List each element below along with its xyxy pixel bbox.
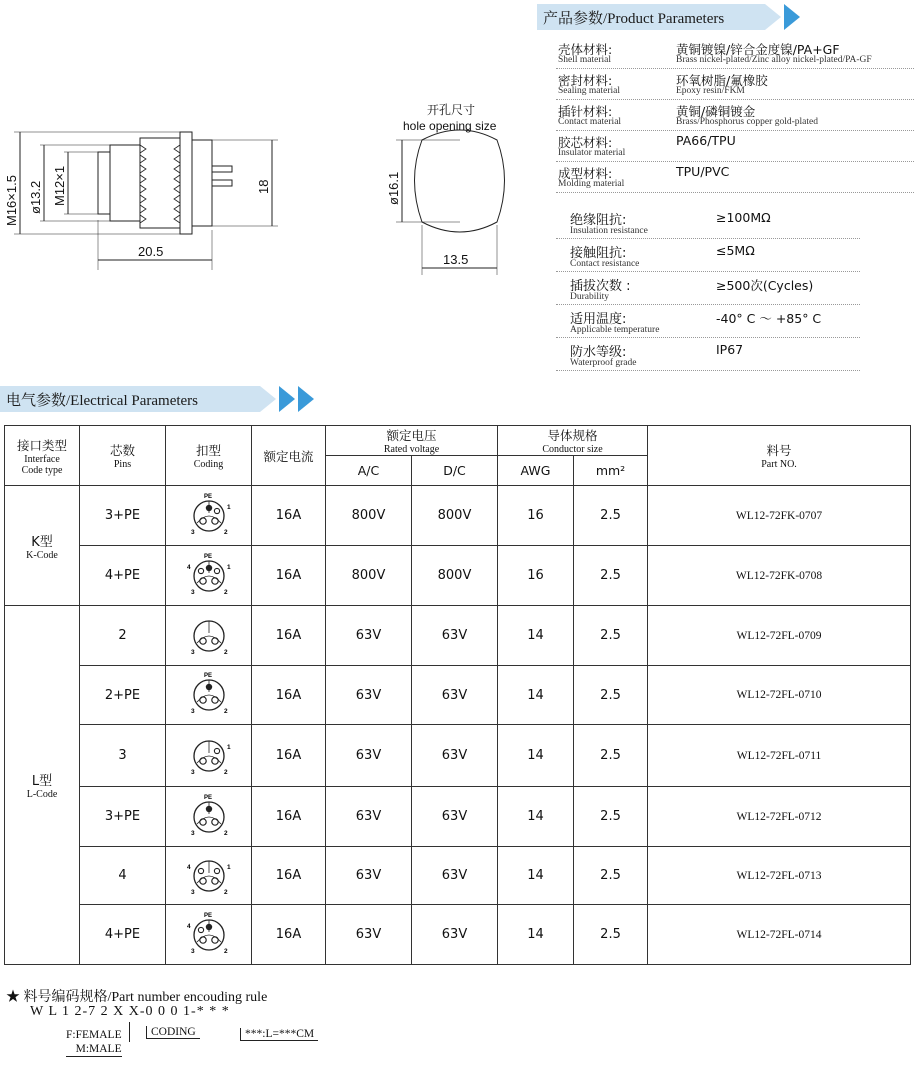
param-label-en: Shell material (558, 55, 612, 65)
current-cell: 16A (252, 905, 326, 965)
spec-row (556, 272, 860, 305)
rule-title: ★ 料号编码规格/Part number encouding rule (6, 990, 268, 1005)
col-mm2: mm² (574, 456, 648, 486)
table-row (5, 847, 911, 905)
col-coding: 扣型 Coding (166, 426, 252, 486)
interface-code-cell: K型 K-Code (5, 486, 80, 606)
coding-pin-diagram-icon (183, 908, 235, 958)
connector-nut (192, 140, 212, 226)
mm2-cell: 2.5 (574, 787, 648, 847)
dim-m16: M16×1.5 (4, 175, 19, 226)
ac-cell: 63V (326, 905, 412, 965)
awg-cell: 14 (498, 847, 574, 905)
col-ac: A/C (326, 456, 412, 486)
spec-label-en: Applicable temperature (570, 325, 660, 335)
part-number-cell: WL12-72FL-0711 (648, 725, 911, 787)
svg-text:2: 2 (223, 588, 228, 596)
product-param-row (556, 131, 914, 162)
connector-body (110, 145, 140, 221)
pins-cell: 3+PE (80, 787, 166, 847)
table-row (5, 787, 911, 847)
rule-coding: CODING (146, 1026, 200, 1039)
awg-cell: 14 (498, 725, 574, 787)
part-number-cell: WL12-72FK-0707 (648, 486, 911, 546)
table-row (5, 666, 911, 725)
coding-pin-diagram-icon (183, 489, 235, 539)
col-voltage: 额定电压 Rated voltage (326, 426, 498, 456)
param-label: 插针材料: (558, 104, 613, 119)
svg-text:2: 2 (223, 888, 228, 896)
coding-pin-diagram-icon (183, 790, 235, 840)
dim-18: 18 (256, 179, 271, 194)
mm2-cell: 2.5 (574, 606, 648, 666)
pins-cell: 2 (80, 606, 166, 666)
table-row (5, 905, 911, 965)
spec-label: 适用温度: (570, 312, 627, 327)
svg-text:4: 4 (186, 922, 191, 930)
col-dc: D/C (412, 456, 498, 486)
product-params-list (556, 38, 914, 193)
svg-text:4: 4 (186, 563, 191, 571)
svg-text:3: 3 (190, 528, 195, 536)
current-cell: 16A (252, 787, 326, 847)
rule-code: W L 1 2-7 2 X X-0 0 0 1-* * * (30, 1004, 230, 1019)
dim-m12: M12×1 (52, 165, 67, 206)
svg-text:2: 2 (223, 768, 228, 776)
param-label-en: Insulator material (558, 148, 626, 158)
awg-cell: 14 (498, 905, 574, 965)
dc-cell: 63V (412, 725, 498, 787)
mm2-cell: 2.5 (574, 666, 648, 725)
ac-cell: 800V (326, 486, 412, 546)
coding-pin-diagram-icon (183, 729, 235, 779)
col-current: 额定电流 (252, 426, 326, 486)
param-label: 成型材料: (558, 166, 613, 181)
dc-cell: 63V (412, 905, 498, 965)
current-cell: 16A (252, 847, 326, 905)
param-label-en: Molding material (558, 179, 625, 189)
ac-cell: 800V (326, 546, 412, 606)
mm2-cell: 2.5 (574, 546, 648, 606)
coding-cell (166, 905, 252, 965)
part-number-rule (6, 986, 406, 1061)
mm2-cell: 2.5 (574, 847, 648, 905)
electrical-params-table (4, 425, 911, 965)
spec-row (556, 239, 860, 272)
part-number-cell: WL12-72FL-0714 (648, 905, 911, 965)
connector-thread (140, 138, 180, 228)
spec-value: IP67 (716, 342, 744, 357)
param-value: 环氧树脂/氟橡胶 (676, 73, 768, 88)
rule-gender: F:FEMALE M:MALE (66, 1029, 122, 1055)
ac-cell: 63V (326, 787, 412, 847)
current-cell: 16A (252, 725, 326, 787)
svg-text:3: 3 (190, 648, 195, 656)
product-param-row (556, 38, 914, 69)
table-row (5, 546, 911, 606)
col-conductor: 导体规格 Conductor size (498, 426, 648, 456)
svg-text:2: 2 (223, 528, 228, 536)
spec-value: ≤5MΩ (716, 243, 755, 258)
pins-cell: 4+PE (80, 546, 166, 606)
spec-row (556, 305, 860, 338)
current-cell: 16A (252, 666, 326, 725)
svg-text:PE: PE (203, 794, 212, 801)
part-number-cell: WL12-72FL-0713 (648, 847, 911, 905)
spec-label-en: Durability (570, 292, 610, 302)
spec-value: -40° C ～ +85° C (716, 311, 822, 326)
product-params-header: 产品参数/Product Parameters (537, 4, 800, 30)
interface-code-cell: L型 L-Code (5, 606, 80, 965)
coding-pin-diagram-icon (183, 849, 235, 899)
col-awg: AWG (498, 456, 574, 486)
svg-text:3: 3 (190, 768, 195, 776)
svg-text:2: 2 (223, 829, 228, 837)
coding-cell (166, 546, 252, 606)
awg-cell: 14 (498, 787, 574, 847)
spec-label: 绝缘阻抗: (570, 213, 627, 228)
part-number-cell: WL12-72FK-0708 (648, 546, 911, 606)
awg-cell: 16 (498, 546, 574, 606)
dc-cell: 63V (412, 666, 498, 725)
svg-text:1: 1 (226, 503, 231, 511)
svg-text:1: 1 (226, 563, 231, 571)
ac-cell: 63V (326, 725, 412, 787)
spec-label-en: Insulation resistance (570, 226, 648, 236)
product-param-row (556, 69, 914, 100)
param-value: TPU/PVC (676, 164, 730, 179)
mm2-cell: 2.5 (574, 486, 648, 546)
param-value-en: Brass/Phosphorus copper gold-plated (676, 117, 818, 127)
param-value: 黄铜/磷铜镀金 (676, 104, 756, 119)
coding-cell (166, 606, 252, 666)
col-interface: 接口类型 Interface Code type (5, 426, 80, 486)
param-value-en: Brass nickel-plated/Zinc alloy nickel-plated/PA-GF (676, 55, 872, 65)
coding-cell (166, 666, 252, 725)
svg-text:PE: PE (203, 553, 212, 560)
svg-text:PE: PE (203, 912, 212, 919)
awg-cell: 14 (498, 606, 574, 666)
coding-pin-diagram-icon (183, 668, 235, 718)
dim-d161: ø16.1 (386, 171, 401, 205)
hole-title-en: hole opening size (403, 119, 497, 133)
svg-text:PE: PE (203, 673, 212, 679)
rule-length: ***:L=***CM (240, 1028, 318, 1041)
spec-label: 接触阻抗: (570, 246, 627, 261)
dim-d132: ø13.2 (28, 180, 43, 214)
ac-cell: 63V (326, 666, 412, 725)
spec-label: 插拔次数 : (570, 279, 631, 294)
dim-135: 13.5 (443, 252, 469, 267)
product-param-row (556, 162, 914, 193)
coding-pin-diagram-icon (183, 549, 235, 599)
svg-text:1: 1 (226, 863, 231, 871)
table-row (5, 725, 911, 787)
spec-params-list (556, 206, 860, 371)
svg-text:3: 3 (190, 947, 195, 955)
connector-front-face (98, 152, 110, 214)
param-label-en: Sealing material (558, 86, 620, 96)
dc-cell: 63V (412, 606, 498, 666)
dc-cell: 800V (412, 546, 498, 606)
mm2-cell: 2.5 (574, 905, 648, 965)
ac-cell: 63V (326, 847, 412, 905)
svg-text:PE: PE (203, 493, 212, 500)
hole-outline (415, 130, 505, 232)
coding-cell (166, 486, 252, 546)
svg-text:1: 1 (226, 743, 231, 751)
coding-pin-diagram-icon (183, 609, 235, 659)
svg-text:3: 3 (190, 829, 195, 837)
param-label: 壳体材料: (558, 42, 613, 57)
connector-dimension-drawing (0, 95, 520, 285)
coding-cell (166, 847, 252, 905)
current-cell: 16A (252, 546, 326, 606)
spec-label-en: Waterproof grade (570, 358, 637, 368)
param-label: 密封材料: (558, 73, 613, 88)
electrical-params-header: 电气参数/Electrical Parameters (0, 386, 314, 412)
spec-value: ≥100MΩ (716, 210, 771, 225)
ac-cell: 63V (326, 606, 412, 666)
part-number-cell: WL12-72FL-0710 (648, 666, 911, 725)
pins-cell: 4+PE (80, 905, 166, 965)
spec-value: ≥500次(Cycles) (716, 278, 814, 293)
part-number-cell: WL12-72FL-0709 (648, 606, 911, 666)
dc-cell: 800V (412, 486, 498, 546)
pins-cell: 3+PE (80, 486, 166, 546)
col-part: 料号 Part NO. (648, 426, 911, 486)
svg-text:3: 3 (190, 588, 195, 596)
param-label: 胶芯材料: (558, 135, 613, 150)
current-cell: 16A (252, 606, 326, 666)
svg-text:2: 2 (223, 947, 228, 955)
mm2-cell: 2.5 (574, 725, 648, 787)
current-cell: 16A (252, 486, 326, 546)
spec-label: 防水等级: (570, 345, 627, 360)
dim-205: 20.5 (138, 244, 164, 259)
param-label-en: Contact material (558, 117, 622, 127)
spec-row (556, 206, 860, 239)
dc-cell: 63V (412, 787, 498, 847)
svg-text:2: 2 (223, 648, 228, 656)
spec-row (556, 338, 860, 371)
part-number-cell: WL12-72FL-0712 (648, 787, 911, 847)
product-param-row (556, 100, 914, 131)
svg-text:2: 2 (223, 708, 228, 715)
col-pins: 芯数 Pins (80, 426, 166, 486)
spec-label-en: Contact resistance (570, 259, 640, 269)
svg-text:3: 3 (190, 708, 195, 715)
table-row (5, 606, 911, 666)
param-value-en: Epoxy resin/FKM (676, 86, 745, 96)
svg-text:3: 3 (190, 888, 195, 896)
coding-cell (166, 725, 252, 787)
table-row (5, 486, 911, 546)
coding-cell (166, 787, 252, 847)
dc-cell: 63V (412, 847, 498, 905)
param-value: 黄铜镀镍/锌合金度镍/PA+GF (676, 42, 840, 57)
connector-flange (180, 132, 192, 234)
hole-title-cn: 开孔尺寸 (427, 103, 476, 117)
awg-cell: 16 (498, 486, 574, 546)
pins-cell: 4 (80, 847, 166, 905)
pins-cell: 3 (80, 725, 166, 787)
pins-cell: 2+PE (80, 666, 166, 725)
awg-cell: 14 (498, 666, 574, 725)
svg-text:4: 4 (186, 863, 191, 871)
param-value: PA66/TPU (676, 133, 736, 148)
